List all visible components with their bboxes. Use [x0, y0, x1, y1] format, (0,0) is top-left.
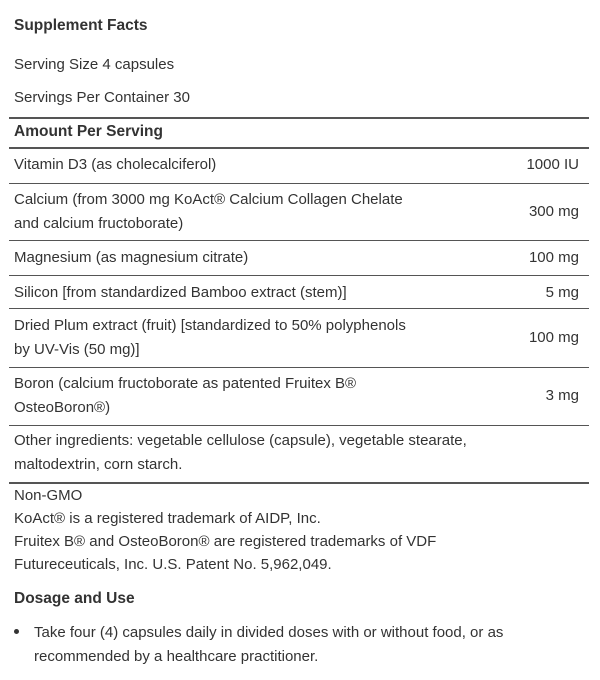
nutrient-row-magnesium	[9, 246, 589, 276]
divider	[9, 275, 589, 276]
facts-title: Supplement Facts	[14, 17, 148, 34]
nutrient-name: Calcium (from 3000 mg KoAct® Calcium Collagen Chelate and calcium fructoborate)	[14, 191, 403, 232]
serving-size: Serving Size 4 capsules	[14, 56, 175, 73]
nutrient-amount: 100 mg	[528, 329, 579, 346]
divider	[9, 425, 589, 426]
divider	[9, 482, 589, 484]
divider	[9, 117, 589, 119]
note-line: KoAct® is a registered trademark of AIDP, Inc.	[14, 510, 321, 527]
nutrient-amount: 1000 IU	[526, 156, 579, 173]
nutrient-row-calcium	[9, 188, 589, 240]
nutrient-name: Silicon [from standardized Bamboo extract (stem)]	[14, 284, 347, 301]
dosage-heading: Dosage and Use	[14, 590, 135, 607]
note-line: Futureceuticals, Inc. U.S. Patent No. 5,962,049.	[14, 556, 332, 573]
servings-per-container: Servings Per Container 30	[14, 89, 190, 106]
divider	[9, 147, 589, 149]
nutrient-name: Magnesium (as magnesium citrate)	[14, 249, 249, 266]
nutrient-row-boron	[9, 372, 589, 424]
note-line: Fruitex B® and OsteoBoron® are registered trademarks of VDF	[14, 533, 437, 550]
nutrient-row-dried-plum	[9, 314, 589, 366]
other-ingredients: Other ingredients: vegetable cellulose (capsule), vegetable stearate, maltodextrin, corn starch.	[14, 432, 467, 473]
divider	[9, 308, 589, 309]
divider	[9, 240, 589, 241]
nutrient-amount: 3 mg	[545, 387, 579, 404]
nutrient-row-vitamin-d3	[9, 153, 589, 183]
nutrient-name: Vitamin D3 (as cholecalciferol)	[14, 156, 217, 173]
nutrient-name: Boron (calcium fructoborate as patented Fruitex B® OsteoBoron®)	[14, 375, 357, 416]
nutrient-amount: 300 mg	[528, 203, 579, 220]
divider	[9, 367, 589, 368]
divider	[9, 183, 589, 184]
nutrient-amount: 100 mg	[528, 249, 579, 266]
supplement-facts-panel: Supplement Facts Serving Size 4 capsules Servings Per Container 30 Amount Per Serving Vitamin D3 (as cholecalciferol) 1000 IU Calcium (from 3000 mg KoAct® Calcium Collagen Chelate and calcium fructoborate) 300 mg Magnesium (as magnesium citrate) 100 mg Silicon [from standardized Bamboo extract (stem)] 5 mg Dried Plum extract (fruit) [standardized to 50% polyphenols by UV-Vis (50 mg)] 100 mg Boron (calcium fructoborate as patented Fruitex B® OsteoBoron®) 3 mg Other ingredients: vegetable cellulose (capsule), vegetable stearate, maltodextrin, corn starch. Non-GMO KoAct® is a registered trademark of AIDP, Inc. Fruitex B® and OsteoBoron® are registered trademarks of VDF Futureceuticals, Inc. U.S. Patent No. 5,962,049. Dosage and Use Take four (4) capsules daily in divided doses with or without food, or as recommended by a healthcare practitioner.	[0, 0, 600, 680]
note-line: Non-GMO	[14, 487, 83, 504]
bullet-icon	[14, 629, 19, 634]
nutrient-name: Dried Plum extract (fruit) [standardized to 50% polyphenols by UV-Vis (50 mg)]	[14, 317, 406, 358]
amount-per-serving-header: Amount Per Serving	[14, 123, 163, 140]
nutrient-row-silicon	[9, 281, 589, 311]
nutrient-amount: 5 mg	[545, 284, 579, 301]
